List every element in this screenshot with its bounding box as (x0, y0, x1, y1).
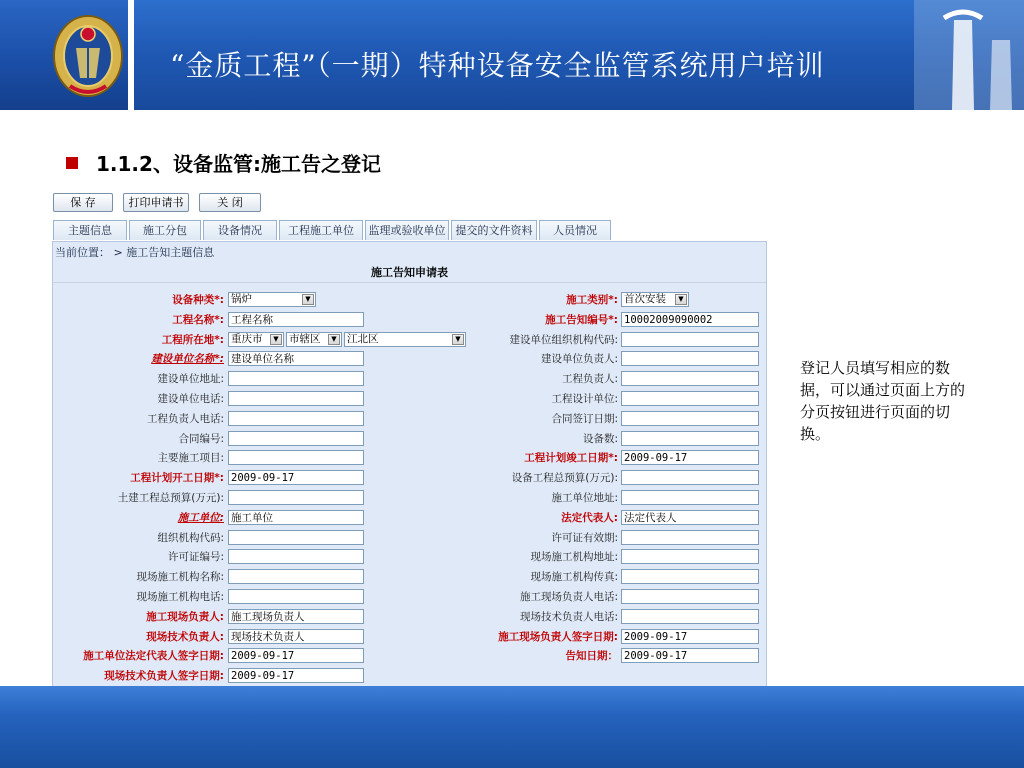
field-label: 现场技术负责人电话: (519, 610, 618, 623)
field-input[interactable] (621, 569, 759, 584)
form-title: 施工告知申请表 (371, 266, 448, 279)
field-label: 现场施工机构传真: (530, 571, 618, 584)
field-input[interactable] (228, 530, 364, 545)
field-input[interactable] (228, 450, 364, 465)
field-label: 设备工程总预算(万元): (511, 472, 618, 485)
chevron-down-icon: ▼ (452, 334, 464, 345)
emblem-icon (0, 0, 128, 110)
tab-0[interactable]: 主题信息 (53, 220, 127, 240)
field-label: 许可证有效期: (551, 531, 618, 544)
field-label: 建设单位电话: (157, 393, 224, 405)
slide-title: “金质工程”（一期）特种设备安全监管系统用户培训 (170, 49, 825, 82)
field-input[interactable] (228, 510, 364, 525)
field-input[interactable] (228, 569, 364, 584)
field-label: 施工单位: (177, 511, 224, 524)
bullet-square-icon (66, 157, 78, 169)
close-button[interactable]: 关 闭 (199, 193, 261, 212)
district-select[interactable] (344, 332, 466, 347)
field-input[interactable] (228, 391, 364, 406)
field-label: 现场施工机构地址: (530, 551, 618, 564)
field-label: 工程负责人电话: (146, 412, 224, 425)
field-label: 法定代表人: (561, 511, 618, 524)
field-label: 工程负责人: (561, 373, 618, 386)
field-label: 工程名称*: (172, 313, 224, 326)
field-label: 土建工程总预算(万元): (117, 492, 224, 504)
construction-type-select-value: 首次安装 (624, 293, 666, 305)
field-input-value: 法定代表人 (624, 511, 677, 524)
field-input-value: 2009-09-17 (624, 630, 688, 643)
field-label: 设备数: (582, 432, 618, 445)
field-input[interactable] (621, 312, 759, 327)
field-label: 工程计划竣工日期*: (524, 452, 618, 465)
section-heading (66, 148, 381, 177)
tab-2[interactable]: 设备情况 (203, 220, 277, 240)
field-input[interactable] (621, 629, 759, 644)
district-select-value: 江北区 (347, 332, 379, 345)
field-input-value: 现场技术负责人 (231, 630, 305, 643)
field-input-value: 建设单位名称 (231, 353, 294, 366)
field-input[interactable] (228, 411, 364, 426)
tab-6[interactable]: 人员情况 (539, 220, 611, 240)
field-label: 施工类别*: (566, 294, 618, 306)
field-label: 建设单位地址: (157, 373, 224, 386)
field-input[interactable] (228, 609, 364, 624)
chevron-down-icon: ▼ (302, 294, 314, 305)
field-label: 现场技术负责人: (146, 630, 224, 643)
field-input[interactable] (621, 411, 759, 426)
divider (53, 282, 766, 283)
slide-header (0, 0, 1024, 110)
field-input[interactable] (621, 490, 759, 505)
field-input-value: 2009-09-17 (231, 650, 295, 663)
chevron-down-icon: ▼ (675, 294, 687, 305)
equipment-type-select-value: 锅炉 (231, 293, 252, 305)
field-input[interactable] (228, 549, 364, 564)
district-type-select[interactable] (286, 332, 342, 347)
field-input-value: 施工单位 (231, 511, 273, 524)
side-note: 登记人员填写相应的数据，可以通过页面上方的分页按钮进行页面的切换。 (800, 359, 966, 443)
district-type-select-value: 市辖区 (289, 332, 321, 345)
field-input[interactable] (621, 510, 759, 525)
field-input[interactable] (228, 470, 364, 485)
tab-3[interactable]: 工程施工单位 (279, 220, 363, 240)
pillar-icon (914, 0, 1024, 110)
section-heading-text: 1.1.2、设备监管:施工告之登记 (96, 152, 381, 176)
field-label: 合同编号: (178, 432, 224, 445)
field-label: 工程所在地*: (161, 333, 224, 346)
breadcrumb: 当前位置： > 施工告知主题信息 (55, 246, 215, 259)
field-label: 合同签订日期: (551, 412, 618, 425)
field-label: 设备种类*: (172, 294, 224, 306)
tab-1[interactable]: 施工分包 (129, 220, 201, 240)
field-input[interactable] (621, 431, 759, 446)
field-input-value: 2009-09-17 (231, 472, 295, 485)
field-label: 许可证编号: (167, 551, 224, 564)
field-input[interactable] (228, 629, 364, 644)
chevron-down-icon: ▼ (328, 334, 340, 345)
field-label: 现场技术负责人签字日期: (104, 670, 224, 683)
print-application-button[interactable]: 打印申请书 (123, 193, 189, 212)
field-label: 施工单位地址: (551, 492, 618, 504)
field-input[interactable] (621, 470, 759, 485)
field-input-value: 2009-09-17 (624, 452, 688, 465)
field-input[interactable] (228, 648, 364, 663)
field-label: 建设单位名称*: (151, 353, 224, 366)
field-input[interactable] (228, 312, 364, 327)
field-input[interactable] (621, 589, 759, 604)
field-label: 施工现场负责人: (146, 610, 224, 623)
field-input-value: 2009-09-17 (231, 670, 295, 683)
field-input[interactable] (621, 549, 759, 564)
field-label: 工程设计单位: (551, 393, 618, 405)
field-label: 施工单位法定代表人签字日期: (83, 650, 224, 663)
field-label: 施工现场负责人电话: (519, 591, 618, 603)
field-label: 建设单位组织机构代码: (509, 333, 618, 346)
field-input[interactable] (228, 431, 364, 446)
save-button[interactable]: 保 存 (53, 193, 113, 212)
field-label: 现场施工机构名称: (136, 571, 224, 584)
field-input-value: 工程名称 (231, 313, 273, 326)
slide-footer (0, 686, 1024, 768)
field-input[interactable] (228, 490, 364, 505)
field-input[interactable] (621, 609, 759, 624)
field-input[interactable] (621, 371, 759, 386)
field-input-value: 2009-09-17 (624, 650, 688, 663)
field-input-value: 10002009090002 (624, 313, 713, 326)
field-input[interactable] (621, 530, 759, 545)
field-label: 组织机构代码: (157, 531, 224, 544)
field-label: 建设单位负责人: (540, 353, 618, 366)
tab-4[interactable]: 监理或验收单位 (365, 220, 449, 240)
field-input[interactable] (621, 648, 759, 663)
form-tabs (53, 220, 765, 241)
city-select[interactable] (228, 332, 284, 347)
field-label: 工程计划开工日期*: (130, 472, 224, 485)
field-label: 主要施工项目: (157, 452, 224, 465)
form-panel (52, 241, 767, 689)
field-input[interactable] (228, 351, 364, 366)
field-input[interactable] (621, 351, 759, 366)
field-label: 施工现场负责人签字日期: (498, 630, 618, 643)
tab-5[interactable]: 提交的文件资料 (451, 220, 537, 240)
emblem-logo (0, 0, 128, 110)
field-input[interactable] (228, 668, 364, 683)
field-input[interactable] (228, 589, 364, 604)
construction-type-select[interactable] (621, 292, 689, 307)
field-input-value: 施工现场负责人 (231, 610, 305, 623)
field-input[interactable] (228, 371, 364, 386)
equipment-type-select[interactable] (228, 292, 316, 307)
field-label: 告知日期： (565, 650, 618, 663)
field-input[interactable] (621, 391, 759, 406)
field-label: 现场施工机构电话: (136, 591, 224, 603)
chevron-down-icon: ▼ (270, 334, 282, 345)
field-input[interactable] (621, 332, 759, 347)
field-label: 施工告知编号*: (545, 313, 618, 326)
field-input[interactable] (621, 450, 759, 465)
city-select-value: 重庆市 (231, 332, 263, 345)
